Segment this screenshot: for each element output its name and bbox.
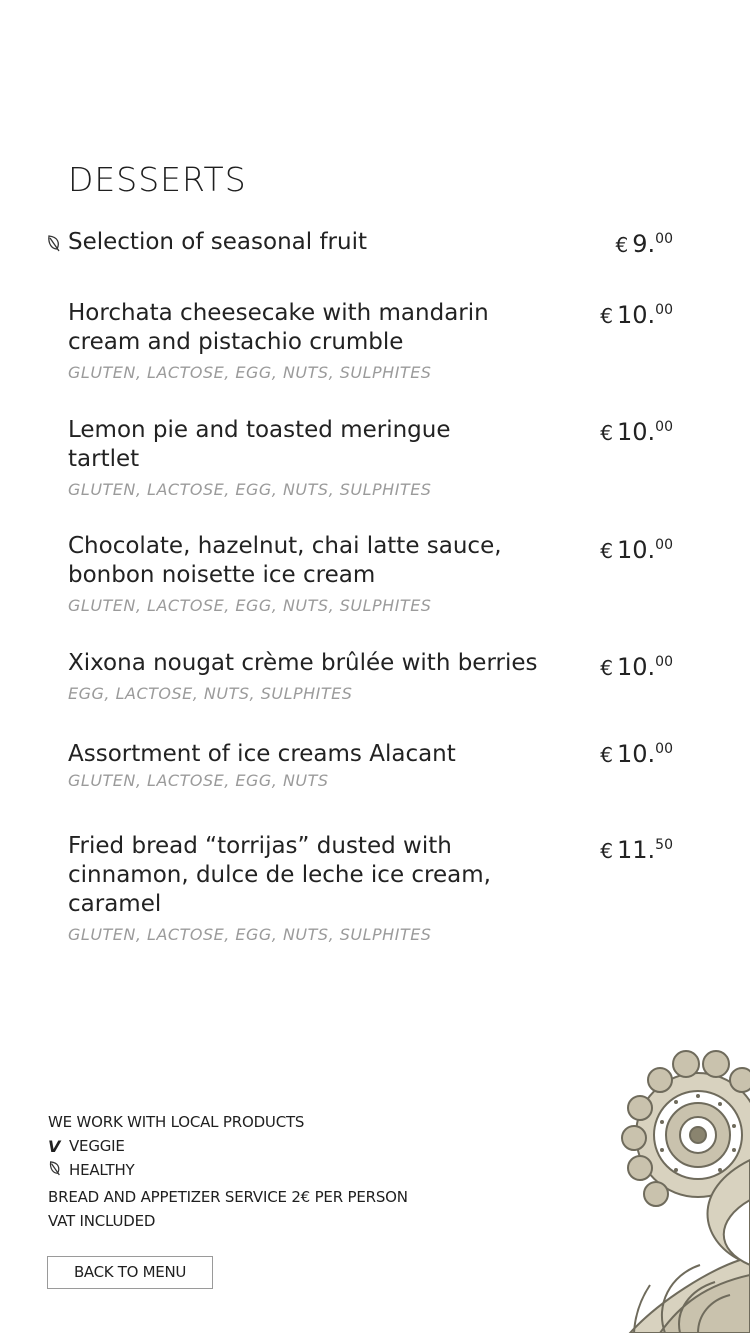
menu-item bbox=[68, 228, 673, 257]
bread-service-note: BREAD AND APPETIZER SERVICE 2€ PER PERSON bbox=[48, 1188, 408, 1206]
paisley-ornament bbox=[620, 1050, 750, 1333]
legend-healthy-label: HEALTHY bbox=[69, 1161, 135, 1179]
dish-name: Selection of seasonal fruit bbox=[68, 229, 367, 255]
healthy-leaf-icon bbox=[48, 1160, 66, 1180]
menu-item bbox=[68, 532, 673, 615]
dish-allergens: GLUTEN, LACTOSE, EGG, NUTS, SULPHITES bbox=[68, 480, 432, 499]
back-to-menu-button[interactable]: BACK TO MENU bbox=[47, 1256, 213, 1289]
dish-price: € 11.50 bbox=[600, 836, 673, 864]
dish-allergens: GLUTEN, LACTOSE, EGG, NUTS, SULPHITES bbox=[68, 925, 432, 944]
local-products-note: WE WORK WITH LOCAL PRODUCTS bbox=[48, 1113, 305, 1131]
dish-name: Fried bread “torrijas” dusted with cinnamon, dulce de leche ice cream, caramel bbox=[68, 833, 491, 917]
dish-allergens: GLUTEN, LACTOSE, EGG, NUTS, SULPHITES bbox=[68, 596, 432, 615]
dish-name: Assortment of ice creams Alacant bbox=[68, 741, 456, 767]
healthy-leaf-icon bbox=[46, 234, 62, 252]
menu-footer bbox=[48, 1110, 448, 1233]
dish-name: Xixona nougat crème brûlée with berries bbox=[68, 650, 538, 676]
dish-price: € 10.00 bbox=[600, 301, 673, 329]
menu-item bbox=[68, 416, 673, 499]
section-title: DESSERTS bbox=[68, 160, 247, 199]
dish-price: € 10.00 bbox=[600, 418, 673, 446]
legend-veggie bbox=[48, 1134, 448, 1158]
vat-note: VAT INCLUDED bbox=[48, 1212, 156, 1230]
menu-item bbox=[68, 299, 673, 382]
dish-name: Horchata cheesecake with mandarin cream and pistachio crumble bbox=[68, 300, 489, 355]
dish-price: € 10.00 bbox=[600, 536, 673, 564]
dish-allergens: GLUTEN, LACTOSE, EGG, NUTS, SULPHITES bbox=[68, 363, 432, 382]
dish-price: € 10.00 bbox=[600, 740, 673, 768]
legend-veggie-label: VEGGIE bbox=[69, 1137, 125, 1155]
dish-price: € 9.00 bbox=[615, 230, 673, 258]
dish-allergens: GLUTEN, LACTOSE, EGG, NUTS bbox=[68, 771, 329, 790]
legend-healthy bbox=[48, 1158, 448, 1182]
menu-item bbox=[68, 832, 673, 944]
dish-price: € 10.00 bbox=[600, 653, 673, 681]
menu-item bbox=[68, 740, 673, 790]
dish-allergens: EGG, LACTOSE, NUTS, SULPHITES bbox=[68, 684, 353, 703]
menu-item bbox=[68, 649, 673, 703]
dish-name: Lemon pie and toasted meringue tartlet bbox=[68, 417, 451, 472]
veggie-icon: V bbox=[48, 1136, 61, 1156]
dish-name: Chocolate, hazelnut, chai latte sauce, bonbon noisette ice cream bbox=[68, 533, 502, 588]
